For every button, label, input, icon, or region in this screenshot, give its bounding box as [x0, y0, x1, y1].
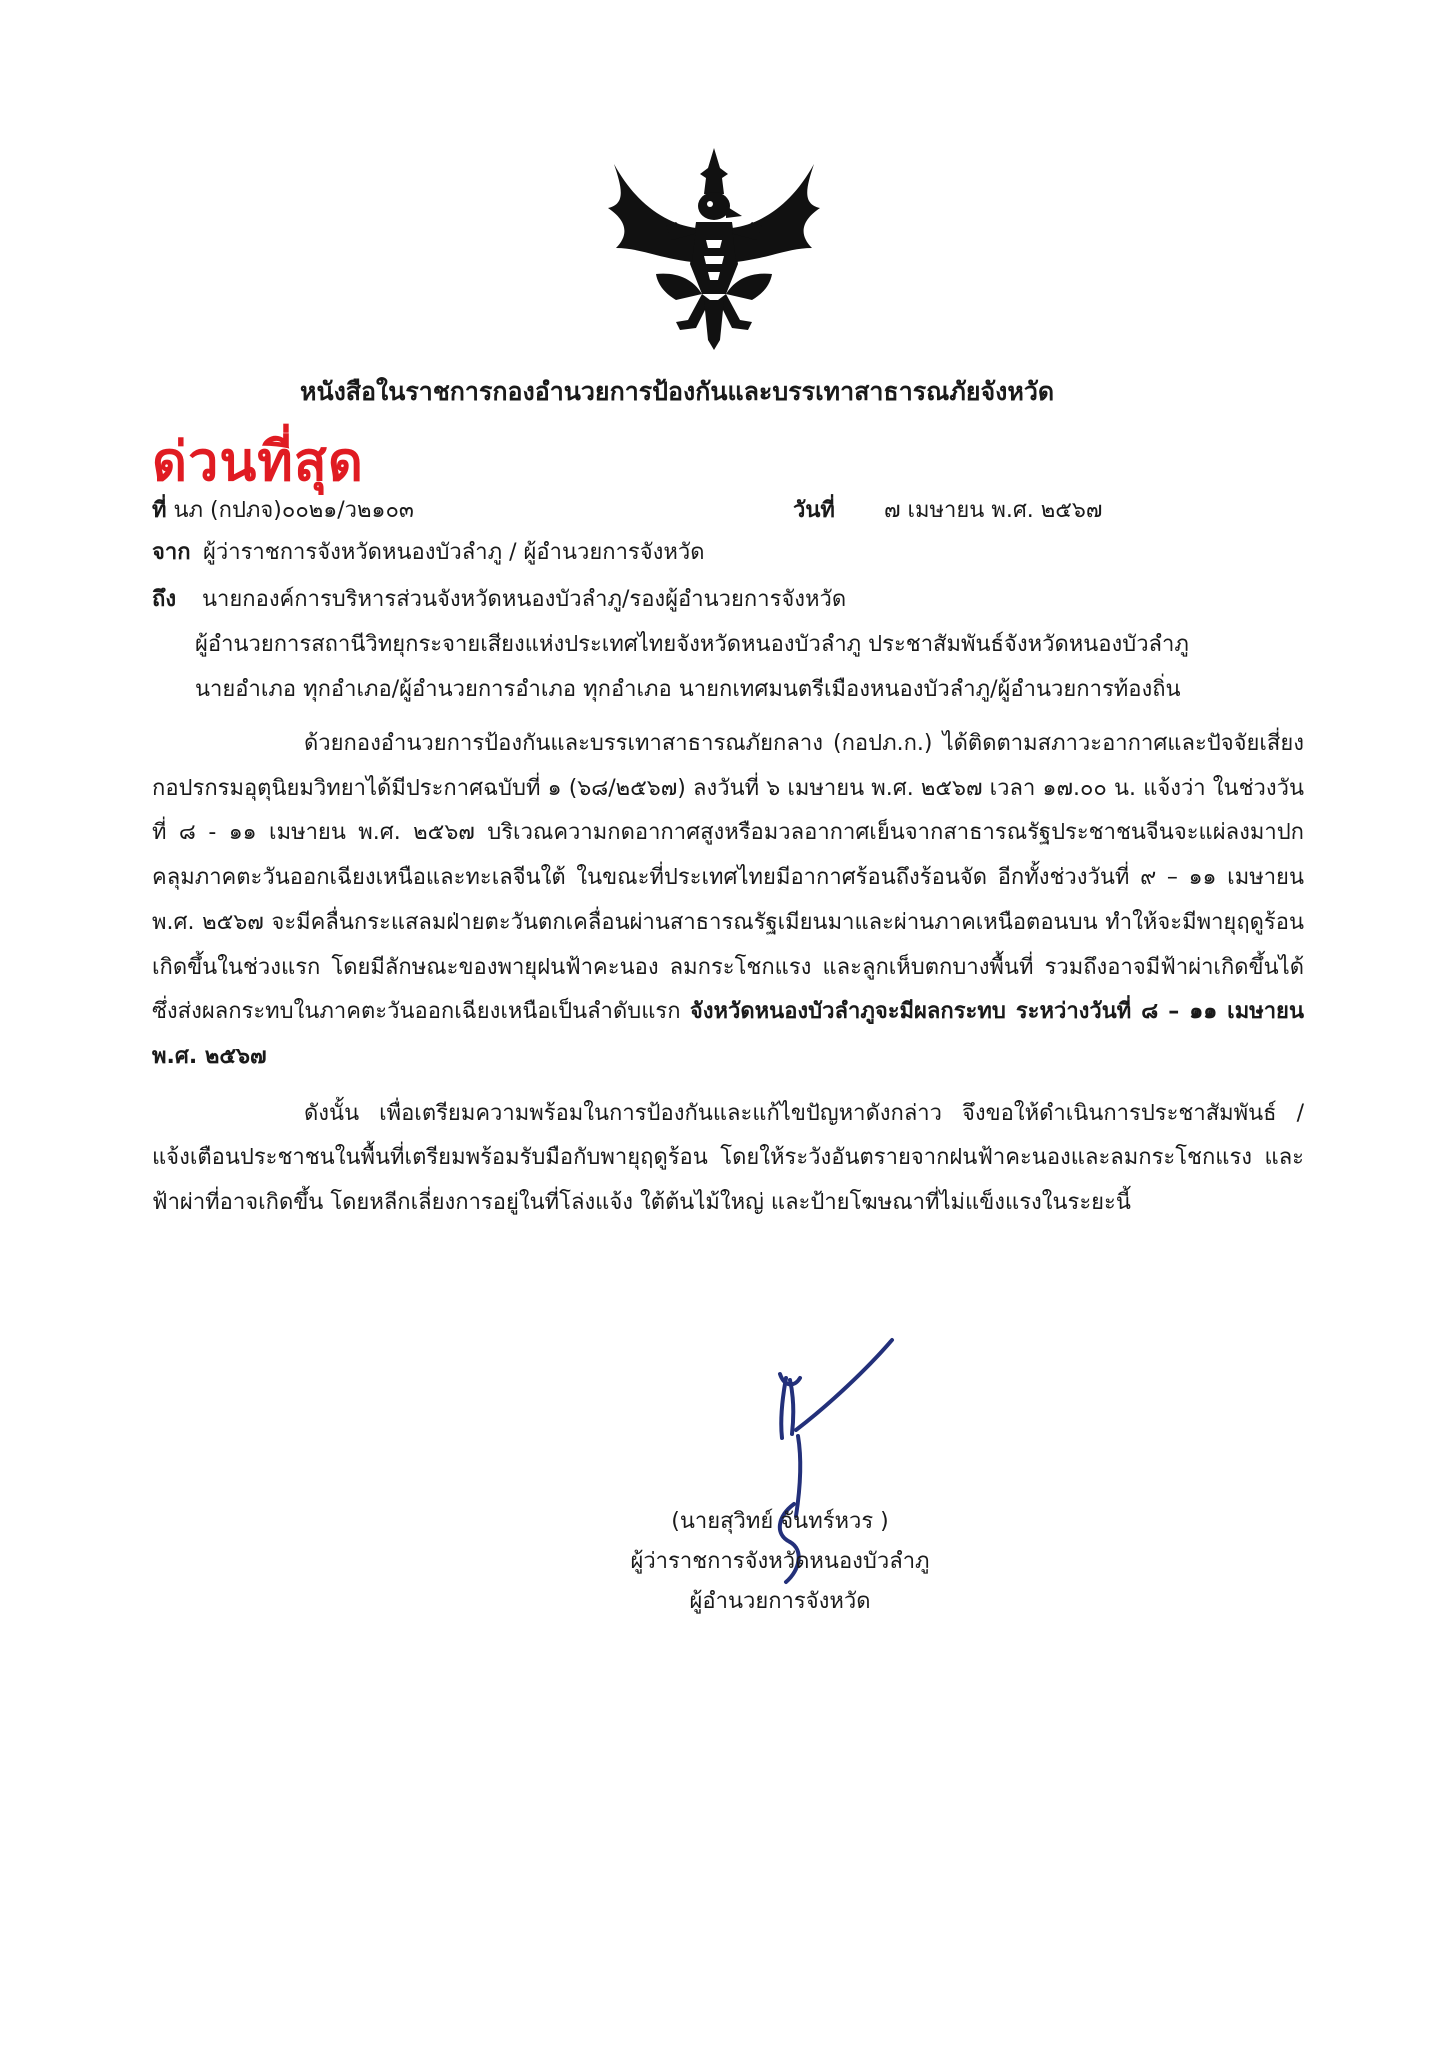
- letter-body: [152, 722, 1304, 1238]
- garuda-emblem-icon: [596, 144, 832, 352]
- document-title: หนังสือในราชการกองอำนวยการป้องกันและบรรเทาสาธารณภัยจังหวัด: [300, 377, 1055, 406]
- date-value: ๗ เมษายน พ.ศ. ๒๕๖๗: [884, 498, 1103, 523]
- body-paragraph-2: ดังนั้น เพื่อเตรียมความพร้อมในการป้องกันและแก้ไขปัญหาดังกล่าว จึงขอให้ดำเนินการประชาสัมพันธ์ / แจ้งเตือนประชาชนในพื้นที่เตรียมพร้อมรับมือกับพายุฤดูร้อน โดยให้ระวังอันตรายจากฝนฟ้าคะนองและลมกระโชกแรง และฟ้าผ่าที่อาจเกิดขึ้น โดยหลีกเลี่ยงการอยู่ในที่โล่งแจ้ง ใต้ต้นไม้ใหญ่ และป้ายโฆษณาที่ไม่แข็งแรงในระยะนี้: [152, 1100, 1304, 1216]
- signatory-name: (นายสุวิทย์ จันทร์หวร ): [671, 1509, 889, 1534]
- body-paragraph-1: [152, 722, 1304, 1080]
- signatory-role: ผู้อำนวยการจังหวัด: [689, 1589, 871, 1614]
- from-label: จาก: [152, 540, 191, 565]
- body-paragraph-1-text: ด้วยกองอำนวยการป้องกันและบรรเทาสาธารณภัยกลาง (กอปภ.ก.) ได้ติดตามสภาวะอากาศและปัจจัยเสี่ยง กอปรกรมอุตุนิยมวิทยาได้มีประกาศฉบับที่ ๑ (๖๘/๒๕๖๗) ลงวันที่ ๖ เมษายน พ.ศ. ๒๕๖๗ เวลา ๑๗.๐๐ น. แจ้งว่า ในช่วงวันที่ ๘ - ๑๑ เมษายน พ.ศ. ๒๕๖๗ บริเวณความกดอากาศสูงหรือมวลอากาศเย็นจากสาธารณรัฐประชาชนจีนจะแผ่ลงมาปกคลุมภาคตะวันออกเฉียงเหนือและทะเลจีนใต้ ในขณะที่ประเทศไทยมีอากาศร้อนถึงร้อนจัด อีกทั้งช่วงวันที่ ๙ – ๑๑ เมษายน พ.ศ. ๒๕๖๗ จะมีคลื่นกระแสลมฝ่ายตะวันตกเคลื่อนผ่านสาธารณรัฐเมียนมาและผ่านภาคเหนือตอนบน ทำให้จะมีพายุฤดูร้อนเกิดขึ้นในช่วงแรก โดยมีลักษณะของพายุฝนฟ้าคะนอง ลมกระโชกแรง และลูกเห็บตกบางพื้นที่ รวมถึงอาจมีฟ้าผ่าเกิดขึ้นได้ ซึ่งส่งผลกระทบในภาคตะวันออกเฉียงเหนือเป็นลำดับแรก: [152, 731, 1304, 1025]
- reference-number: นภ (กปภจ)๐๐๒๑/ว๒๑๐๓: [173, 498, 414, 523]
- from-line: [152, 534, 705, 569]
- to-line: [152, 581, 846, 616]
- to-label: ถึง: [152, 587, 177, 612]
- reference-label: ที่: [152, 498, 167, 523]
- signatory-position: ผู้ว่าราชการจังหวัดหนองบัวลำภู: [630, 1549, 930, 1574]
- date-label: วันที่: [793, 498, 835, 523]
- urgency-stamp: ด่วนที่สุด: [152, 430, 364, 493]
- recipient-line-1: นายกองค์การบริหารส่วนจังหวัดหนองบัวลำภู/รองผู้อำนวยการจังหวัด: [202, 587, 847, 612]
- from-value: ผู้ว่าราชการจังหวัดหนองบัวลำภู / ผู้อำนวยการจังหวัด: [203, 540, 705, 565]
- signature-block: [560, 1502, 1000, 1622]
- impact-statement: จังหวัดหนองบัวลำภูจะมีผลกระทบ ระหว่างวันที่ ๘ – ๑๑ เมษายน พ.ศ. ๒๕๖๗: [152, 999, 1304, 1069]
- reference-line: [152, 492, 414, 527]
- recipient-line-2: ผู้อำนวยการสถานีวิทยุกระจายเสียงแห่งประเทศไทยจังหวัดหนองบัวลำภู ประชาสัมพันธ์จังหวัดหนองบัวลำภู: [195, 632, 1189, 657]
- recipient-line-3: นายอำเภอ ทุกอำเภอ/ผู้อำนวยการอำเภอ ทุกอำเภอ นายกเทศมนตรีเมืองหนองบัวลำภู/ผู้อำนวยการท้องถิ่น: [195, 677, 1181, 702]
